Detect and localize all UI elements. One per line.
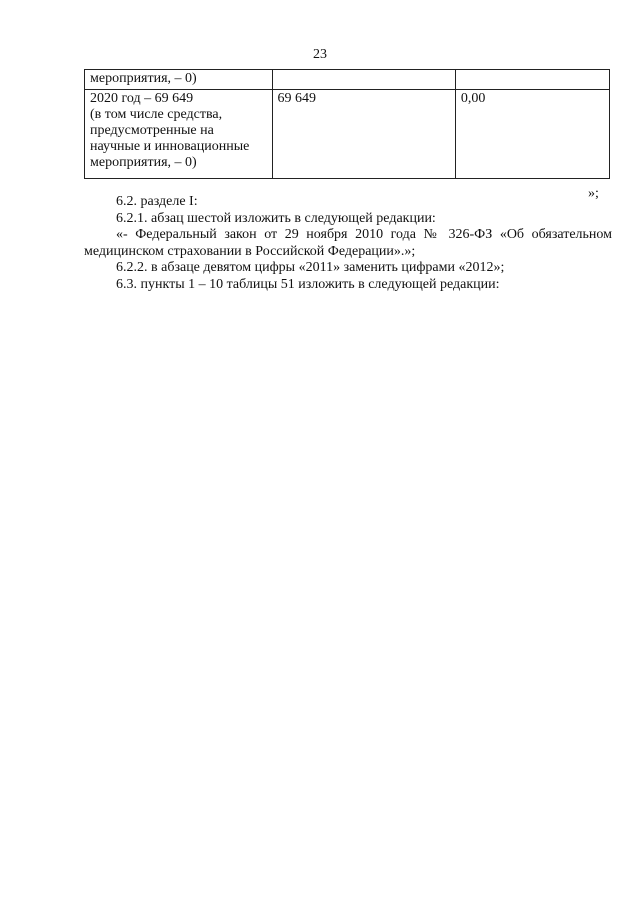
table-cell-amount: 69 649	[272, 90, 455, 179]
cell-text-line: предусмотренные на	[90, 123, 214, 138]
paragraph: 6.2.1. абзац шестой изложить в следующей редакции:	[116, 210, 436, 226]
table-cell-amount	[272, 70, 455, 90]
cell-text-line: 2020 год – 69 649	[90, 91, 194, 106]
paragraph: 6.2. разделе I:	[116, 194, 198, 209]
table-cell-period: мероприятия, – 0)	[85, 70, 273, 90]
cell-text-line: мероприятия, – 0)	[90, 155, 197, 170]
page-number: 23	[313, 47, 327, 62]
table-cell-value: 0,00	[455, 90, 609, 179]
budget-table	[84, 69, 610, 179]
cell-text-line: (в том числе средства,	[90, 107, 223, 122]
closing-quote: »;	[588, 186, 599, 201]
paragraph: 6.3. пункты 1 – 10 таблицы 51 изложить в следующей редакции:	[116, 276, 500, 292]
document-body	[84, 194, 612, 293]
table-row	[85, 70, 610, 90]
paragraph: «- Федеральный закон от 29 ноября 2010 года № 326-ФЗ «Об обязательном медицинском страховании в Российской Федерации».»;	[84, 227, 612, 259]
cell-text-line: научные и инновационные	[90, 139, 250, 154]
table-cell-value	[455, 70, 609, 90]
table-cell-period	[85, 90, 273, 179]
paragraph: 6.2.2. в абзаце девятом цифры «2011» заменить цифрами «2012»;	[116, 260, 505, 275]
table-row	[85, 90, 610, 179]
